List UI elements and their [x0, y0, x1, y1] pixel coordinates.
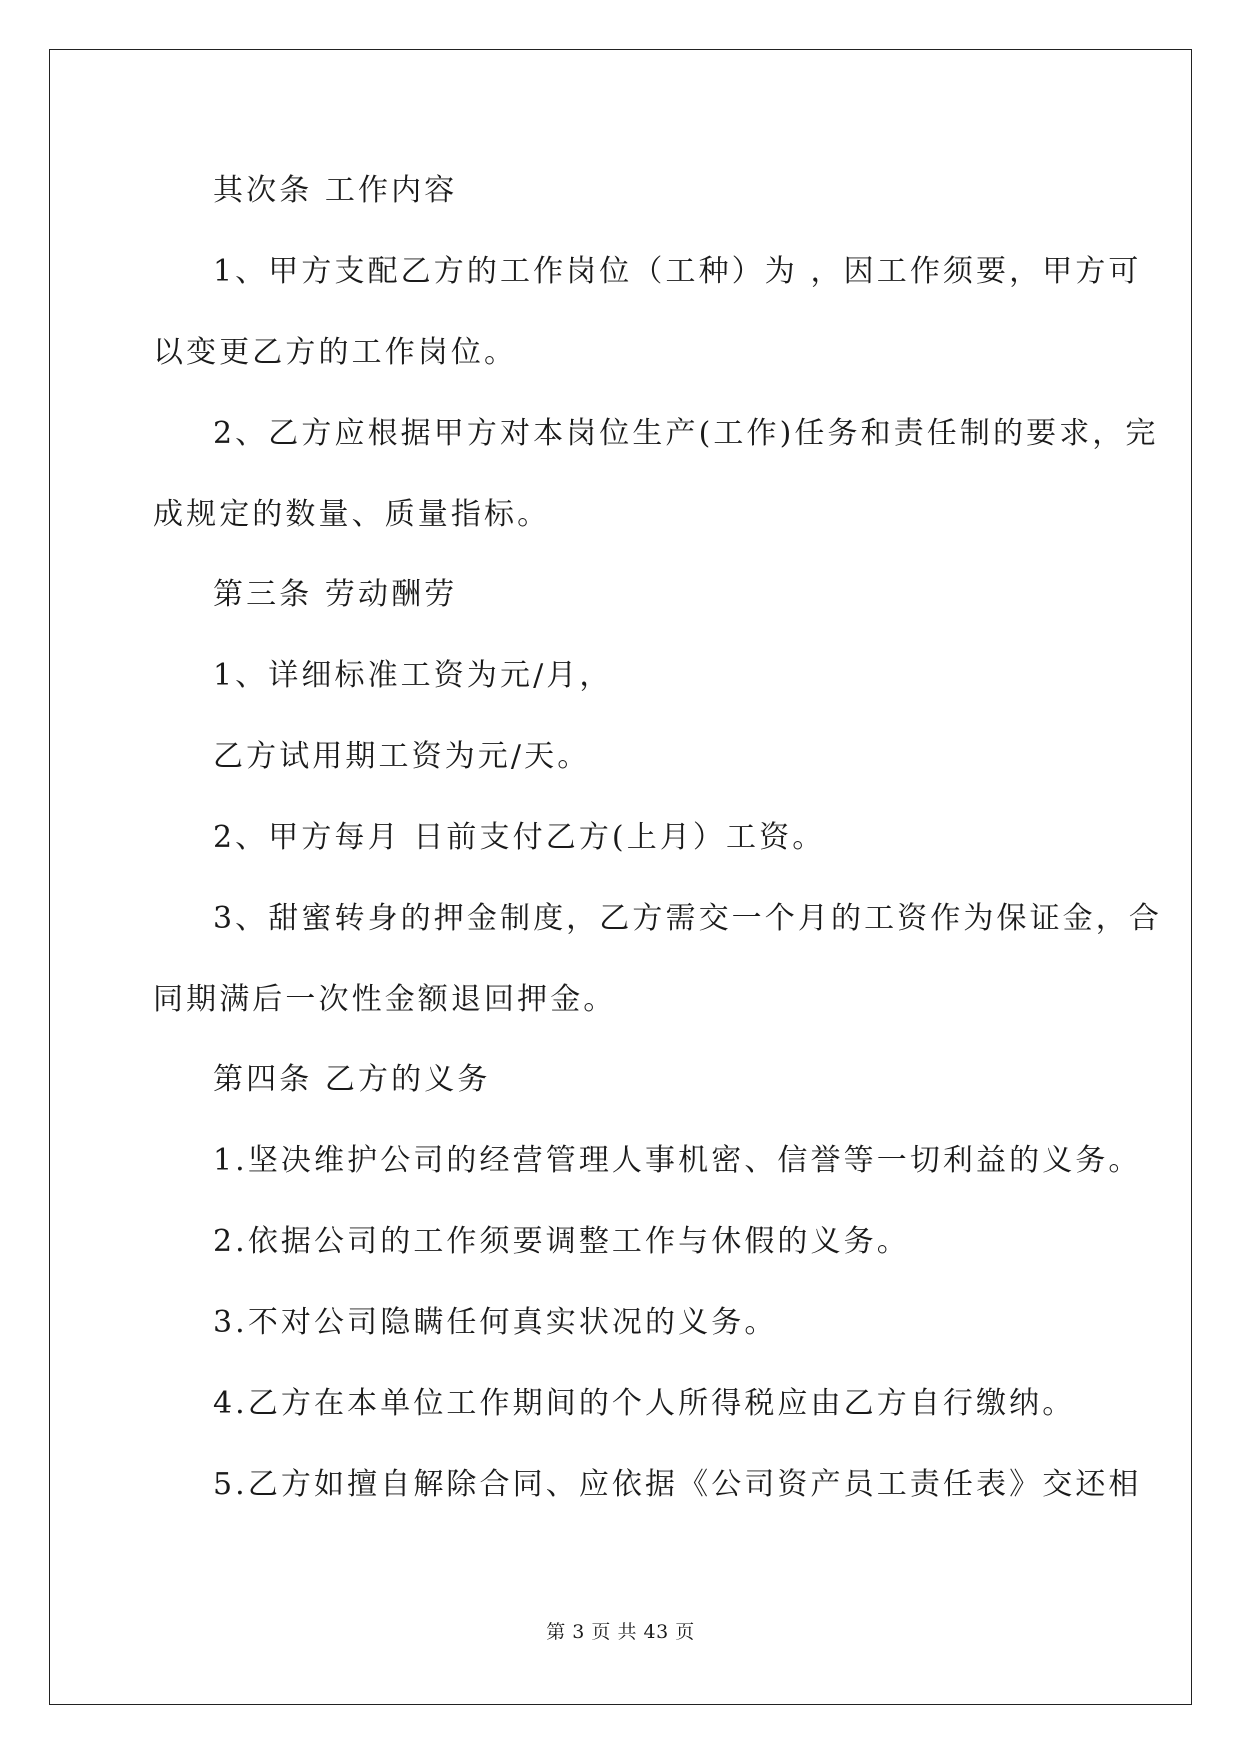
section-heading-2: 其次条 工作内容 — [213, 173, 458, 208]
page-number-footer: 第 3 页 共 43 页 — [546, 1621, 695, 1643]
paragraph-line: 1、详细标准工资为元/月， — [213, 658, 613, 693]
paragraph-line: 1、甲方支配乙方的工作岗位（工种）为 ，因工作须要，甲方可 — [213, 254, 1142, 289]
paragraph-line: 同期满后一次性金额退回押金。 — [153, 982, 617, 1017]
list-item: 3.不对公司隐瞒任何真实状况的义务。 — [213, 1305, 778, 1340]
paragraph-line: 2、甲方每月 日前支付乙方(上月）工资。 — [213, 820, 826, 855]
list-item: 4.乙方在本单位工作期间的个人所得税应由乙方自行缴纳。 — [213, 1386, 1076, 1421]
section-heading-3: 第三条 劳动酬劳 — [213, 577, 458, 612]
section-heading-4: 第四条 乙方的义务 — [213, 1062, 491, 1097]
paragraph-line: 3、甜蜜转身的押金制度，乙方需交一个月的工资作为保证金，合 — [213, 901, 1162, 936]
paragraph-line: 以变更乙方的工作岗位。 — [153, 335, 518, 370]
paragraph-line: 成规定的数量、质量指标。 — [153, 497, 551, 532]
paragraph-line: 乙方试用期工资为元/天。 — [213, 739, 591, 774]
list-item: 5.乙方如擅自解除合同、应依据《公司资产员工责任表》交还相 — [213, 1467, 1142, 1502]
list-item: 2.依据公司的工作须要调整工作与休假的义务。 — [213, 1224, 910, 1259]
paragraph-line: 2、乙方应根据甲方对本岗位生产(工作)任务和责任制的要求，完 — [213, 416, 1159, 451]
page-border — [49, 49, 1192, 1705]
list-item: 1.坚决维护公司的经营管理人事机密、信誉等一切利益的义务。 — [213, 1143, 1142, 1178]
